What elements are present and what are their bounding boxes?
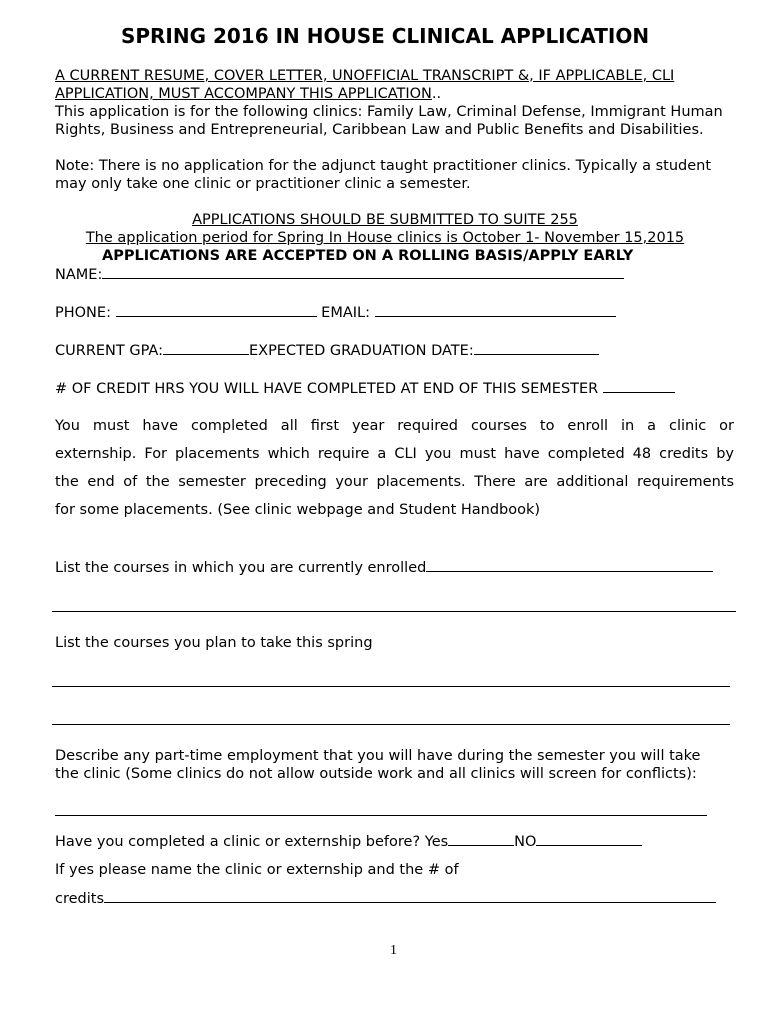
requirements-line-1: You must have completed all first year required courses to enroll in a clinic or	[55, 418, 734, 434]
clinics-list-line-2: Rights, Business and Entrepreneurial, Caribbean Law and Public Benefits and Disabilities.	[55, 122, 704, 138]
required-documents-notice-cont	[55, 85, 441, 103]
current-courses-extra-line[interactable]	[52, 611, 736, 612]
note-line-2: may only take one clinic or practitioner clinic a semester.	[55, 176, 471, 192]
spring-courses-line-1[interactable]	[52, 686, 730, 687]
credit-hours-blank[interactable]	[603, 379, 675, 393]
prior-clinic-question: Have you completed a clinic or externship before? Yes	[55, 834, 449, 850]
clinics-list-line-1: This application is for the following clinics: Family Law, Criminal Defense, Immigrant Human	[55, 104, 723, 120]
employment-answer-row	[55, 802, 707, 821]
name-field-row	[55, 265, 624, 284]
phone-label: PHONE:	[55, 305, 116, 321]
credits-label: credits	[55, 891, 105, 907]
current-courses-label: List the courses in which you are currently enrolled	[55, 560, 427, 576]
employment-blank[interactable]	[55, 802, 707, 816]
gpa-graduation-row	[55, 341, 599, 360]
name-label: NAME:	[55, 267, 103, 283]
credits-blank[interactable]	[104, 889, 716, 903]
phone-blank[interactable]	[116, 303, 317, 317]
current-courses-row	[55, 558, 713, 577]
application-period: The application period for Spring In House clinics is October 1- November 15,2015	[85, 230, 685, 246]
no-blank[interactable]	[536, 832, 642, 846]
email-label: EMAIL:	[316, 305, 375, 321]
notice-suffix: ..	[431, 86, 442, 102]
rolling-basis-notice: APPLICATIONS ARE ACCEPTED ON A ROLLING BASIS/APPLY EARLY	[102, 248, 634, 264]
requirements-line-4: for some placements. (See clinic webpage and Student Handbook)	[55, 502, 541, 518]
name-blank[interactable]	[102, 265, 624, 279]
graduation-blank[interactable]	[474, 341, 599, 355]
credit-hours-label: # OF CREDIT HRS YOU WILL HAVE COMPLETED AT END OF THIS SEMESTER	[55, 381, 603, 397]
page-title: SPRING 2016 IN HOUSE CLINICAL APPLICATION	[120, 24, 650, 48]
phone-email-row	[55, 303, 616, 322]
employment-line-1: Describe any part-time employment that you will have during the semester you will take	[55, 748, 701, 764]
requirements-line-2: externship. For placements which require a CLI you must have completed 48 credits by	[55, 446, 734, 462]
prior-clinic-row	[55, 832, 642, 851]
yes-blank[interactable]	[448, 832, 514, 846]
notice-line-2: APPLICATION, MUST ACCOMPANY THIS APPLICATION	[55, 86, 432, 102]
gpa-label: CURRENT GPA:	[55, 343, 163, 359]
email-blank[interactable]	[375, 303, 616, 317]
graduation-label: EXPECTED GRADUATION DATE:	[248, 343, 474, 359]
note-line-1: Note: There is no application for the adjunct taught practitioner clinics. Typically a student	[55, 158, 712, 174]
submission-suite: APPLICATIONS SHOULD BE SUBMITTED TO SUITE 255	[192, 212, 578, 228]
notice-line-1: A CURRENT RESUME, COVER LETTER, UNOFFICIAL TRANSCRIPT &, IF APPLICABLE, CLI	[55, 68, 675, 84]
spring-courses-line-2[interactable]	[52, 724, 730, 725]
current-courses-blank[interactable]	[426, 558, 713, 572]
requirements-line-3: the end of the semester preceding your placements. There are additional requirements	[55, 474, 734, 490]
no-label: NO	[514, 834, 537, 850]
spring-courses-label: List the courses you plan to take this spring	[55, 635, 373, 651]
credits-row	[55, 889, 716, 908]
if-yes-line: If yes please name the clinic or externship and the # of	[55, 862, 459, 878]
credit-hours-row	[55, 379, 675, 398]
gpa-blank[interactable]	[163, 341, 249, 355]
page-number: 1	[390, 943, 397, 958]
required-documents-notice	[55, 67, 674, 85]
employment-line-2: the clinic (Some clinics do not allow outside work and all clinics will screen for conflicts):	[55, 766, 697, 782]
